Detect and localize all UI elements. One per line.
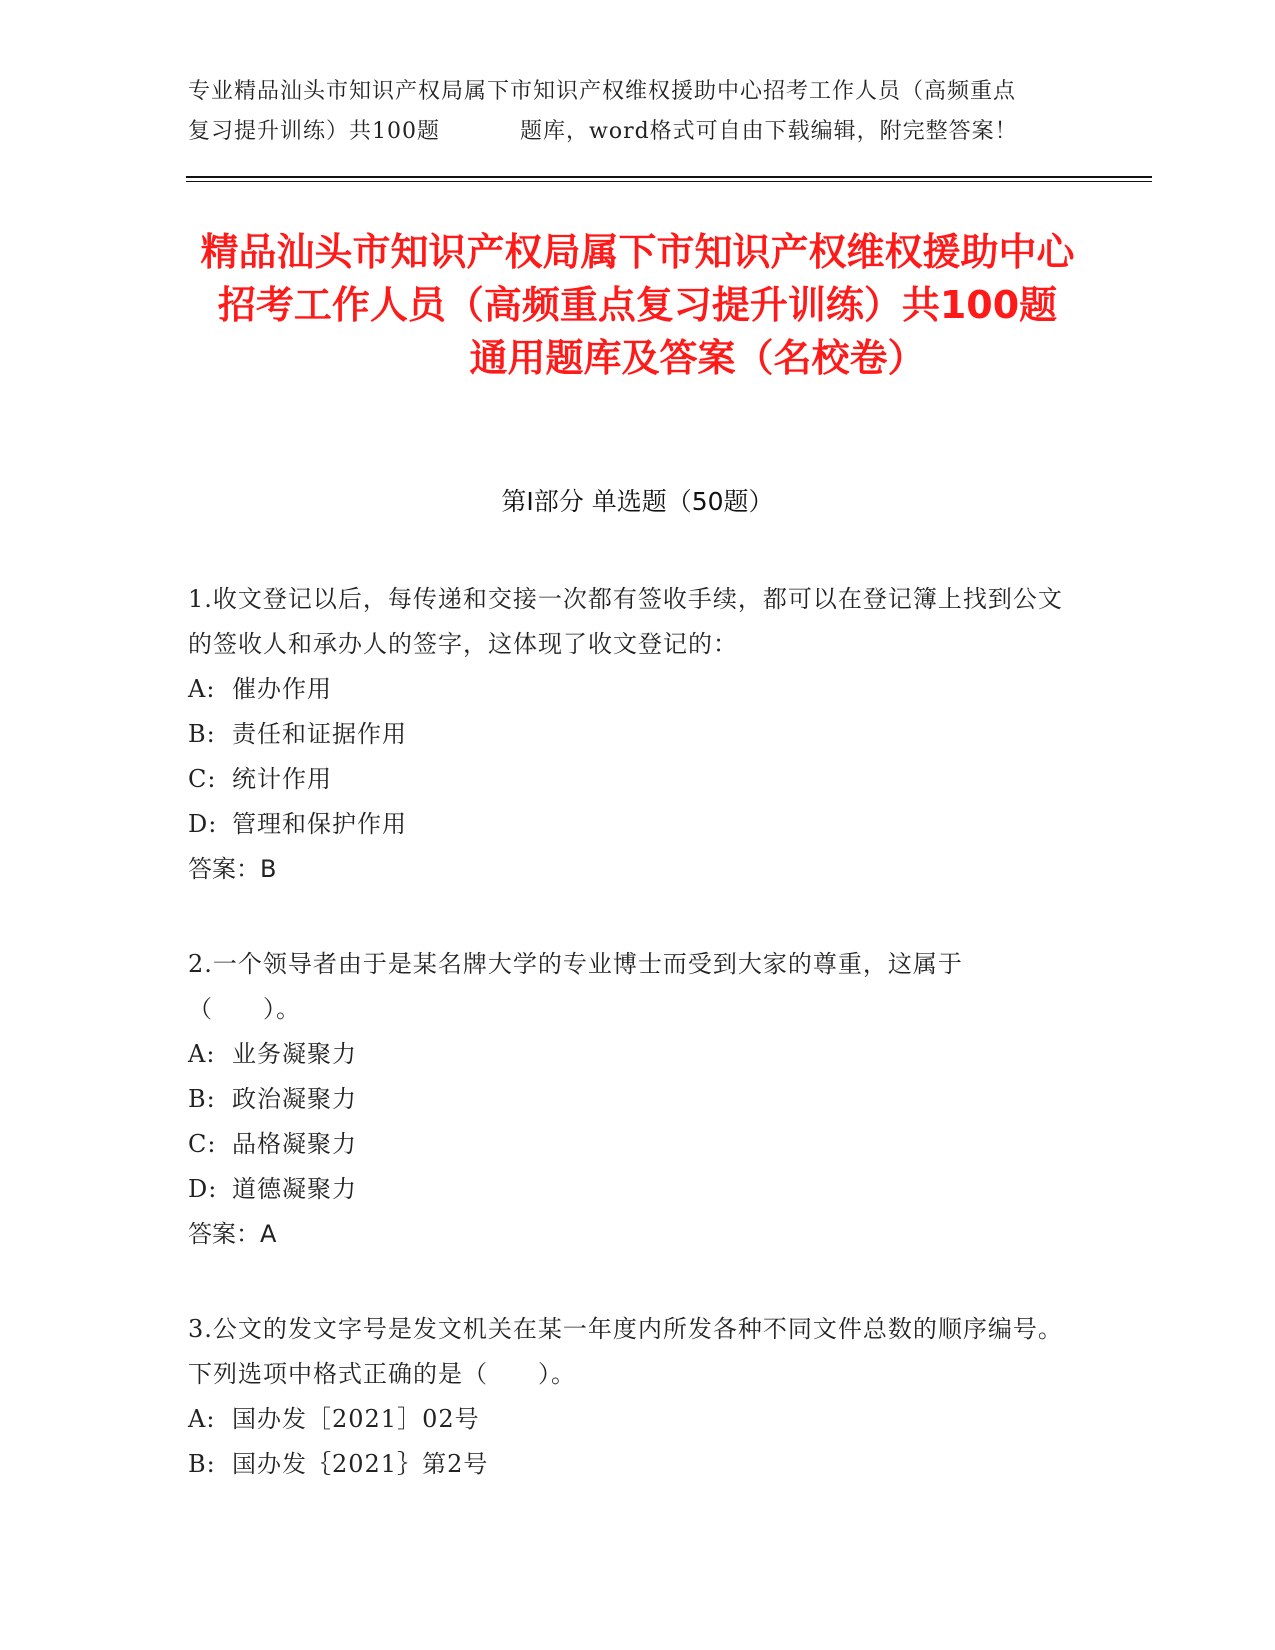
option-a	[188, 667, 1068, 712]
header-note	[188, 72, 1088, 152]
option-text: 统计作用	[232, 765, 332, 793]
option-a	[188, 1397, 1068, 1442]
option-b	[188, 712, 1068, 757]
option-b	[188, 1077, 1068, 1122]
header-line-1: 专业精品汕头市知识产权局属下市知识产权维权援助中心招考工作人员（高频重点	[188, 79, 1017, 104]
option-c	[188, 1122, 1068, 1167]
question-1	[188, 577, 1068, 892]
question-stem: 2.一个领导者由于是某名牌大学的专业博士而受到大家的尊重，这属于（ ）。	[188, 950, 963, 1023]
option-d	[188, 1167, 1068, 1212]
option-letter: D:	[188, 810, 218, 838]
option-letter: C:	[188, 1130, 217, 1158]
question-list	[188, 577, 1068, 1537]
option-d	[188, 802, 1068, 847]
option-text: 政治凝聚力	[232, 1085, 357, 1113]
option-letter: B:	[188, 1450, 216, 1478]
option-letter: C:	[188, 765, 217, 793]
option-text: 业务凝聚力	[232, 1040, 357, 1068]
question-3	[188, 1307, 1068, 1487]
header-line-2a: 复习提升训练）共100题	[188, 119, 440, 144]
option-letter: A:	[188, 1405, 216, 1433]
option-letter: B:	[188, 1085, 216, 1113]
option-letter: A:	[188, 675, 216, 703]
header-rule-thick	[186, 176, 1152, 178]
option-c	[188, 757, 1068, 802]
question-stem: 3.公文的发文字号是发文机关在某一年度内所发各种不同文件总数的顺序编号。下列选项中格式正确的是（ ）。	[188, 1315, 1063, 1388]
option-text: 品格凝聚力	[232, 1130, 357, 1158]
header-line-2	[188, 112, 1088, 152]
question-2	[188, 942, 1068, 1257]
section-title: 第Ⅰ部分 单选题（50题）	[501, 487, 774, 516]
option-text: 责任和证据作用	[232, 720, 407, 748]
option-letter: B:	[188, 720, 216, 748]
header-line-2b: 题库，word格式可自由下载编辑，附完整答案！	[520, 119, 1018, 144]
option-text: 国办发｛2021｝第2号	[232, 1450, 489, 1478]
question-stem: 1.收文登记以后，每传递和交接一次都有签收手续，都可以在登记簿上找到公文的签收人和承办人的签字，这体现了收文登记的：	[188, 585, 1063, 658]
header-rule-thin	[186, 181, 1152, 182]
answer: 答案：B	[188, 855, 277, 883]
option-letter: A:	[188, 1040, 216, 1068]
option-letter: D:	[188, 1175, 218, 1203]
option-text: 国办发［2021］02号	[232, 1405, 480, 1433]
option-text: 管理和保护作用	[232, 810, 407, 838]
document-title-part-1: 精品汕头市知识产权局属下市知识产权维权援助中心招考工作人员（高频重点复习提升训练）共100题	[200, 230, 1075, 327]
answer: 答案：A	[188, 1220, 277, 1248]
document-title	[190, 226, 1085, 385]
option-a	[188, 1032, 1068, 1077]
document-title-part-2: 通用题库及答案（名校卷）	[469, 336, 926, 380]
option-text: 道德凝聚力	[232, 1175, 357, 1203]
option-text: 催办作用	[232, 675, 332, 703]
option-b	[188, 1442, 1068, 1487]
